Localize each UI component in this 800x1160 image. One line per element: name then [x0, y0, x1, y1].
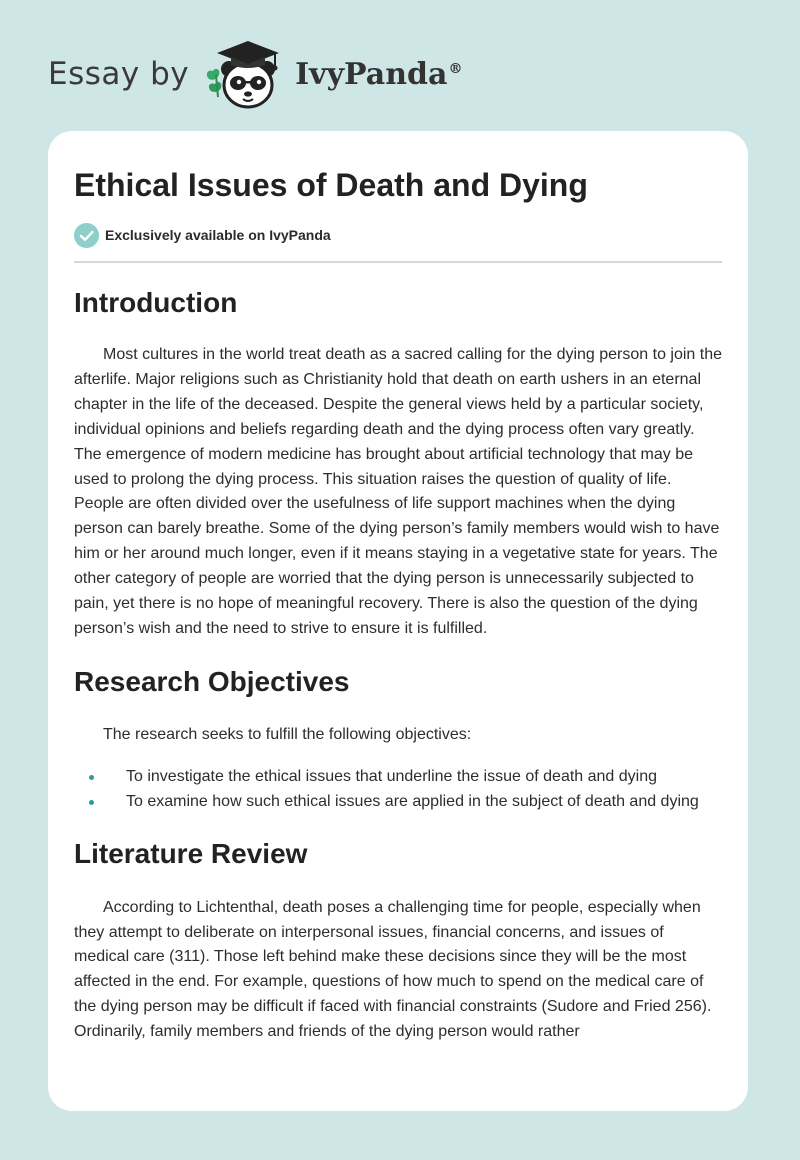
registered-mark: ®	[448, 60, 463, 77]
research-objectives-paragraph: The research seeks to fulfill the following objectives:	[103, 725, 472, 743]
page-title: Ethical Issues of Death and Dying	[74, 167, 588, 203]
bullet-dot-icon	[89, 800, 94, 805]
panda-graduate-logo-icon[interactable]	[203, 35, 293, 113]
section-heading-introduction: Introduction	[74, 287, 238, 318]
literature-review-paragraph: According to Lichtenthal, death poses a challenging time for people, especially when they attempt to deliberate on interpersonal issues, financial concerns, and issues of medical care (311). Those left behind make these decisions since they will be the most affected in the end. For example, questions of how much to spend on the medical care of the dying person may be difficult if faced with financial constraints (Sudore and Fried 256). Ordinarily, family members and friends of the dying person would rather	[74, 898, 712, 1041]
brand-name[interactable]: IvyPanda®	[295, 56, 463, 92]
badge-label: Exclusively available on IvyPanda	[105, 227, 331, 243]
bullet-dot-icon	[89, 775, 94, 780]
introduction-paragraph: Most cultures in the world treat death as a sacred calling for the dying person to join the afterlife. Major religions such as Christianity hold that death on earth ushers in an eternal chapter in the life of the deceased. Despite the general views held by a particular society, individual opinions and beliefs regarding death and the dying process often vary greatly. The emergence of modern medicine has brought about artificial technology that may be used to prolong the dying process. This situation raises the question of quality of life. People are often divided over the usefulness of life support machines when the dying person can barely breathe. Some of the dying person’s family members would wish to have him or her around much longer, even if it means staying in a vegetative state for years. The other category of people are worried that the dying person is unnecessarily subjected to pain, yet there is no hope of meaningful recovery. There is also the question of the dying person’s wish and the need to strive to ensure it is fulfilled.	[74, 346, 723, 637]
site-header	[48, 34, 462, 114]
essay-by-label: Essay by	[48, 56, 190, 92]
section-heading-research-objectives: Research Objectives	[74, 665, 350, 697]
essay-card	[48, 131, 748, 1111]
section-heading-literature-review: Literature Review	[74, 837, 308, 869]
objectives-list	[74, 765, 722, 815]
list-item: To investigate the ethical issues that underline the issue of death and dying	[126, 765, 722, 790]
divider	[74, 261, 722, 263]
exclusive-badge	[74, 222, 722, 248]
list-item: To examine how such ethical issues are applied in the subject of death and dying	[126, 790, 722, 815]
check-circle-icon	[74, 223, 99, 248]
